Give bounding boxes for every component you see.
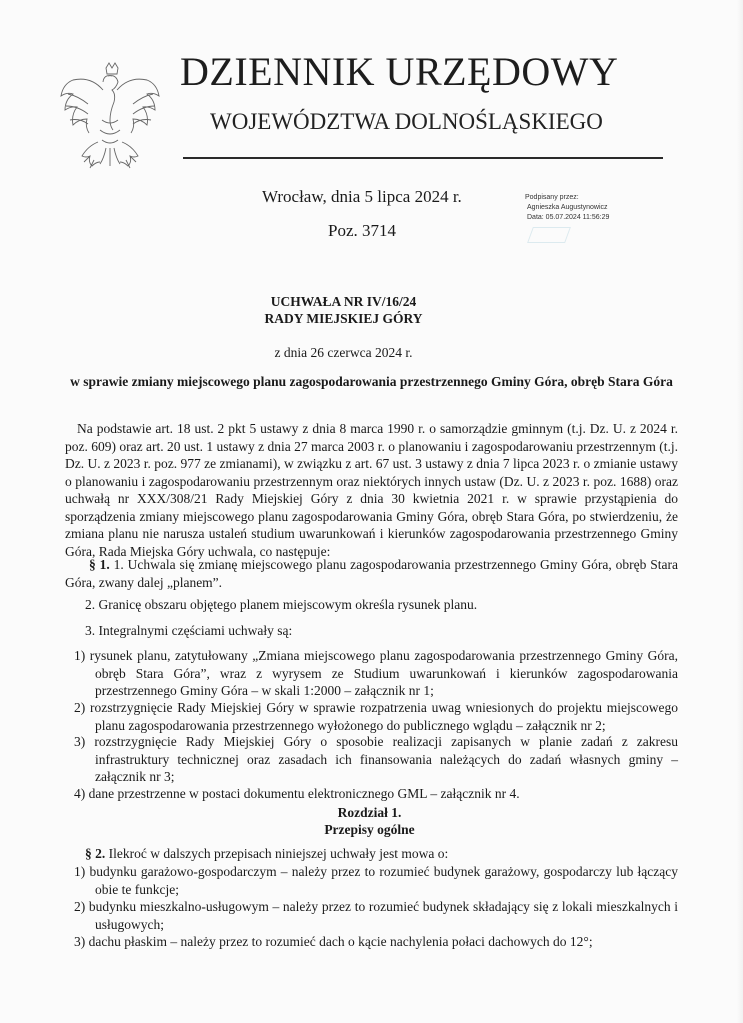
chapter-heading: Rozdział 1. bbox=[337, 805, 402, 820]
attachment-item: 2) rozstrzygnięcie Rady Miejskiej Góry w sprawie rozpatrzenia uwag wniesionych do projektu miejscowego planu zagospodarowania przestrzennego wyłożonego do publicznego wglądu – załącznik nr 2; bbox=[74, 700, 678, 733]
definition-item: 3) dachu płaskim – należy przez to rozumieć dach o kącie nachylenia połaci dachowych do 12°; bbox=[74, 934, 593, 949]
header-divider bbox=[183, 157, 663, 159]
attachment-item: 4) dane przestrzenne w postaci dokumentu elektronicznego GML – załącznik nr 4. bbox=[74, 786, 520, 801]
journal-title: DZIENNIK URZĘDOWY bbox=[180, 49, 619, 94]
chapter-title: Przepisy ogólne bbox=[324, 822, 415, 837]
legal-basis-paragraph: Na podstawie art. 18 ust. 2 pkt 5 ustawy z dnia 8 marca 1990 r. o samorządzie gminnym (t.j. Dz. U. z 2024 r. poz. 609) oraz art. 20 ust. 1 ustawy z dnia 27 marca 2003 r. o planowaniu i zagospodarowaniu przestrzennym (t.j. Dz. U. z 2023 r. poz. 977 ze zmianami), w związku z art. 67 ust. 3 ustawy z dnia 7 lipca 2023 r. o zmianie ustawy o planowaniu i zagospodarowaniu przestrzennym oraz niektórych innych ustaw (Dz. U. z 2023 r. poz. 1688) oraz uchwałą nr XXX/308/21 Rady Miejskiej Góry z dnia 30 kwietnia 2021 r. w sprawie przystąpienia do sporządzenia zmiany miejscowego planu zagospodarowania Gminy Góra, obręb Stara Góra, po stwierdzeniu, że zmiana planu nie narusza ustaleń studium uwarunkowań i kierunków zagospodarowania przestrzennego Gminy Góra, Rada Miejska Góry uchwala, co następuje: bbox=[65, 421, 678, 559]
resolution-subject: w sprawie zmiany miejscowego planu zagospodarowania przestrzennego Gminy Góra, obręb Stara Góra bbox=[70, 374, 673, 389]
attachment-item: 1) rysunek planu, zatytułowany „Zmiana miejscowego planu zagospodarowania przestrzennego Gminy Góra, obręb Stara Góra”, wraz z wyrysem ze Studium uwarunkowań i kierunków zagospodarowania przestrzennego Gminy Góra – w skali 1:2000 – załącznik nr 1; bbox=[74, 648, 678, 698]
attachment-item: 3) rozstrzygnięcie Rady Miejskiej Góry o sposobie realizacji zapisanych w planie zadań z zakresu infrastruktury technicznej oraz zasadach ich finansowania należących do zadań własnych gminy – załącznik nr 3; bbox=[74, 734, 678, 784]
section-2-label: § 2. bbox=[85, 846, 106, 861]
position-number: Poz. 3714 bbox=[328, 221, 396, 240]
section-2-text: Ilekroć w dalszych przepisach niniejszej uchwały jest mowa o: bbox=[108, 846, 449, 861]
section-1-paragraph-2: 2. Granicę obszaru objętego planem miejscowym określa rysunek planu. bbox=[85, 597, 478, 612]
section-1-paragraph-3: 3. Integralnymi częściami uchwały są: bbox=[85, 623, 293, 638]
resolution-date: z dnia 26 czerwca 2024 r. bbox=[274, 345, 413, 360]
section-1-label: § 1. bbox=[89, 557, 110, 572]
definition-item: 1) budynku garażowo-gospodarczym – należy przez to rozumieć budynek garażowy, gospodarczy lub łączący obie te funkcje; bbox=[74, 864, 678, 897]
section-2-intro bbox=[85, 845, 678, 863]
publication-place-date: Wrocław, dnia 5 lipca 2024 r. bbox=[262, 187, 462, 206]
signature-date: Data: 05.07.2024 11:56:29 bbox=[527, 214, 610, 221]
signature-label: Podpisany przez: bbox=[525, 194, 579, 201]
paper-edge bbox=[737, 0, 743, 1023]
section-1-text: 1. Uchwala się zmianę miejscowego planu zagospodarowania przestrzennego Gminy Góra, obręb Stara Góra, zwany dalej „planem”. bbox=[65, 557, 678, 590]
section-1-paragraph-1 bbox=[65, 556, 678, 591]
resolution-issuer: RADY MIEJSKIEJ GÓRY bbox=[264, 311, 423, 326]
resolution-number: UCHWAŁA NR IV/16/24 bbox=[270, 294, 417, 309]
signature-stamp-icon bbox=[527, 227, 571, 243]
journal-subtitle: WOJEWÓDZTWA DOLNOŚLĄSKIEGO bbox=[210, 109, 603, 134]
polish-eagle-emblem-icon bbox=[58, 60, 163, 172]
signer-name: Agnieszka Augustynowicz bbox=[527, 204, 608, 211]
definition-item: 2) budynku mieszkalno-usługowym – należy przez to rozumieć budynek składający się z lokali mieszkalnych i usługowych; bbox=[74, 899, 678, 932]
digital-signature bbox=[525, 193, 609, 223]
